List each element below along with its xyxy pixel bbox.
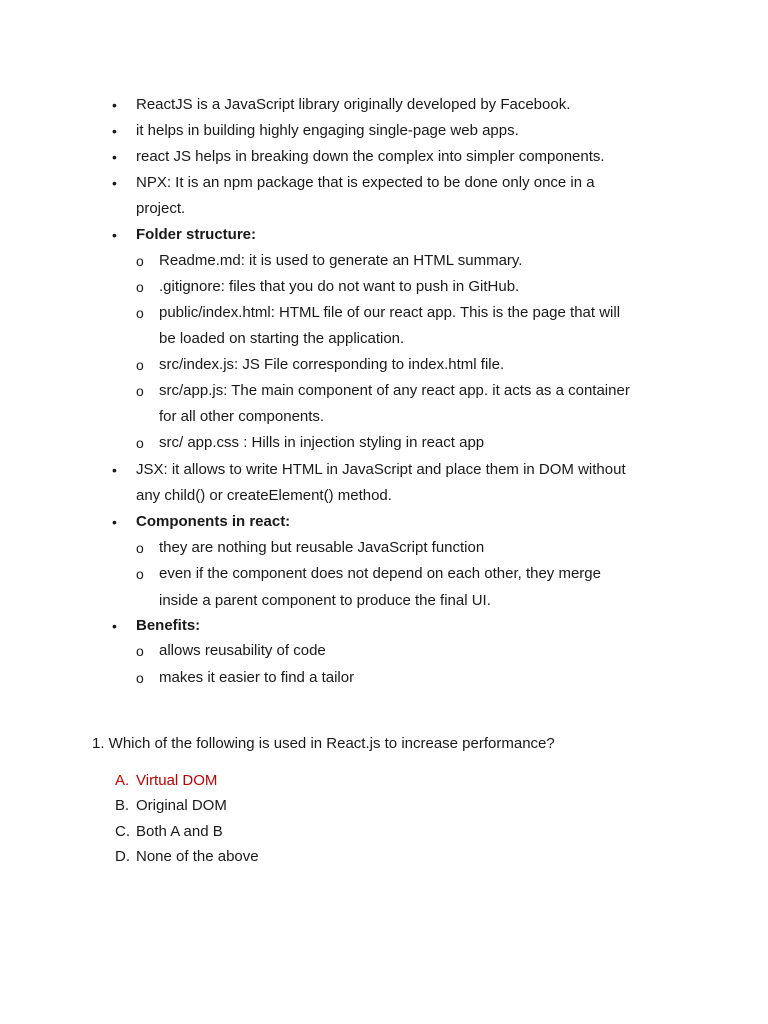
folder-structure-heading: Folder structure: — [136, 226, 257, 243]
folder-item: src/ app.css : Hills in injection styling in react app — [159, 434, 485, 451]
folder-item-continued: for all other components. — [159, 408, 325, 425]
benefits-item: allows reusability of code — [159, 642, 326, 659]
components-item-continued: inside a parent component to produce the final UI. — [159, 592, 491, 609]
sub-bullet-icon: o — [136, 305, 144, 321]
benefits-item: makes it easier to find a tailor — [159, 669, 355, 686]
sub-bullet-icon: o — [136, 670, 144, 686]
option-letter: B. — [115, 797, 130, 814]
bullet-text: NPX: It is an npm package that is expected to be done only once in a — [136, 174, 595, 191]
bullet-text: it helps in building highly engaging single-page web apps. — [136, 122, 519, 139]
sub-bullet-icon: o — [136, 566, 144, 582]
components-item: even if the component does not depend on each other, they merge — [159, 565, 601, 582]
option-letter: C. — [115, 823, 130, 840]
option-text: Original DOM — [136, 797, 227, 814]
bullet-icon: • — [112, 175, 117, 191]
folder-item-continued: be loaded on starting the application. — [159, 330, 405, 347]
jsx-text-continued: any child() or createElement() method. — [136, 487, 392, 504]
sub-bullet-icon: o — [136, 279, 144, 295]
bullet-text: ReactJS is a JavaScript library originally developed by Facebook. — [136, 96, 571, 113]
bullet-icon: • — [112, 618, 117, 634]
sub-bullet-icon: o — [136, 357, 144, 373]
folder-item: src/app.js: The main component of any react app. it acts as a container — [159, 382, 630, 399]
sub-bullet-icon: o — [136, 253, 144, 269]
components-heading: Components in react: — [136, 513, 291, 530]
sub-bullet-icon: o — [136, 643, 144, 659]
bullet-icon: • — [112, 227, 117, 243]
benefits-heading: Benefits: — [136, 617, 201, 634]
option-letter: D. — [115, 848, 130, 865]
bullet-icon: • — [112, 149, 117, 165]
jsx-text: JSX: it allows to write HTML in JavaScript and place them in DOM without — [136, 461, 626, 478]
option-text-correct-answer: Virtual DOM — [136, 772, 218, 789]
folder-item: Readme.md: it is used to generate an HTML summary. — [159, 252, 523, 269]
bullet-text: react JS helps in breaking down the complex into simpler components. — [136, 148, 605, 165]
sub-bullet-icon: o — [136, 383, 144, 399]
question-text: 1. Which of the following is used in React.js to increase performance? — [92, 735, 555, 752]
option-text: None of the above — [136, 848, 259, 865]
sub-bullet-icon: o — [136, 540, 144, 556]
option-letter: A. — [115, 772, 130, 789]
bullet-icon: • — [112, 514, 117, 530]
bullet-icon: • — [112, 97, 117, 113]
bullet-text-continued: project. — [136, 200, 186, 217]
option-text: Both A and B — [136, 823, 223, 840]
bullet-icon: • — [112, 462, 117, 478]
sub-bullet-icon: o — [136, 435, 144, 451]
folder-item: public/index.html: HTML file of our react app. This is the page that will — [159, 304, 621, 321]
bullet-icon: • — [112, 123, 117, 139]
folder-item: src/index.js: JS File corresponding to index.html file. — [159, 356, 505, 373]
components-item: they are nothing but reusable JavaScript function — [159, 539, 485, 556]
folder-item: .gitignore: files that you do not want to push in GitHub. — [159, 278, 520, 295]
